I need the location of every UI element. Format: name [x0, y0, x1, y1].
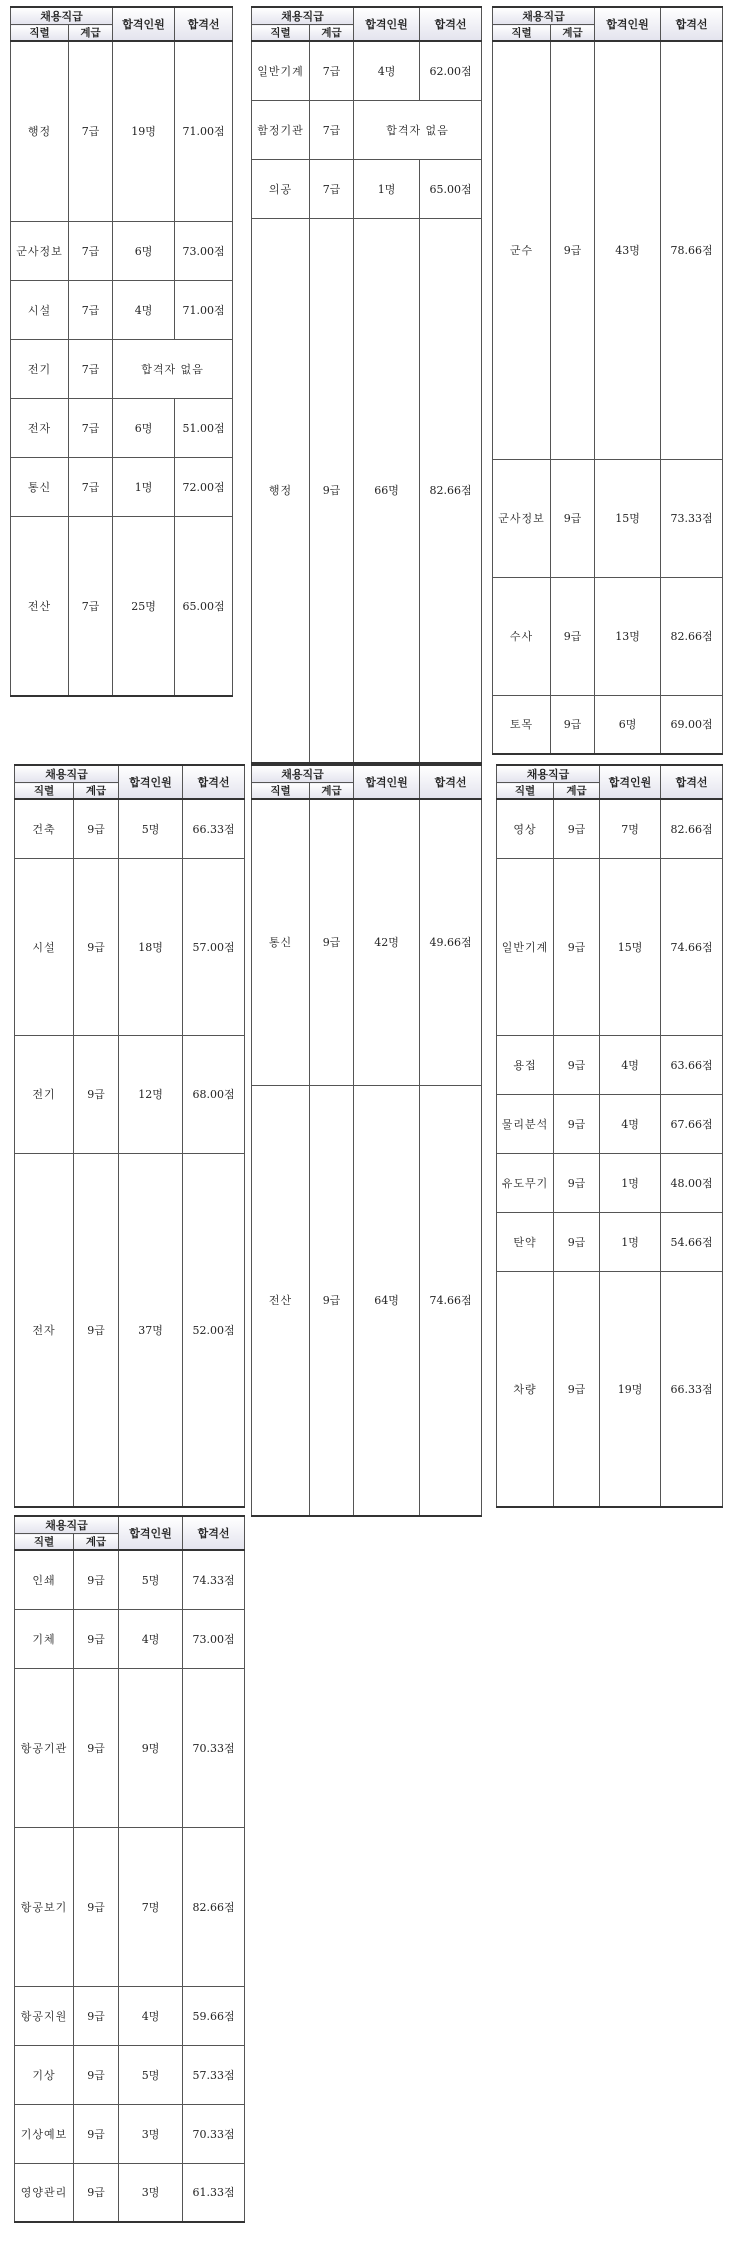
no-passers-cell: 합격자 없음	[354, 100, 482, 159]
cutoff-table	[251, 764, 482, 1517]
passers-cell: 1명	[113, 457, 175, 516]
passers-cell: 19명	[600, 1271, 661, 1507]
grade-cell: 9급	[551, 459, 595, 577]
cutoff-cell: 63.66점	[661, 1035, 723, 1094]
table-row	[11, 516, 233, 696]
grade-cell: 7급	[69, 41, 113, 221]
field-cell: 행정	[11, 41, 69, 221]
field-cell: 통신	[11, 457, 69, 516]
grade-cell: 9급	[554, 1094, 600, 1153]
field-cell: 탄약	[497, 1212, 554, 1271]
grade-cell: 9급	[310, 1085, 354, 1516]
table-row	[11, 221, 233, 280]
grade-cell: 9급	[551, 41, 595, 459]
passers-cell: 4명	[600, 1035, 661, 1094]
passers-cell: 66명	[354, 218, 420, 763]
passers-cell: 37명	[119, 1153, 183, 1507]
table-row	[15, 2163, 245, 2222]
table-row	[252, 100, 482, 159]
header-field: 직렬	[11, 25, 69, 42]
field-cell: 함정기관	[252, 100, 310, 159]
passers-cell: 19명	[113, 41, 175, 221]
table-row	[15, 858, 245, 1035]
table-row	[15, 1986, 245, 2045]
grade-cell: 7급	[69, 221, 113, 280]
header-row	[15, 1516, 245, 1534]
cutoff-cell: 72.00점	[175, 457, 233, 516]
field-cell: 군수	[493, 41, 551, 459]
header-group: 채용직급	[252, 765, 354, 783]
cutoff-cell: 74.66점	[661, 858, 723, 1035]
passers-cell: 64명	[354, 1085, 420, 1516]
table-row	[497, 858, 723, 1035]
cutoff-cell: 66.33점	[183, 799, 245, 858]
field-cell: 전자	[11, 398, 69, 457]
cutoff-table	[251, 6, 482, 764]
field-cell: 시설	[15, 858, 74, 1035]
field-cell: 항공지원	[15, 1986, 74, 2045]
grade-cell: 9급	[551, 577, 595, 695]
header-row	[252, 765, 482, 783]
passers-cell: 25명	[113, 516, 175, 696]
field-cell: 차량	[497, 1271, 554, 1507]
cutoff-cell: 73.00점	[175, 221, 233, 280]
header-passers: 합격인원	[354, 765, 420, 799]
passers-cell: 42명	[354, 799, 420, 1085]
field-cell: 전자	[15, 1153, 74, 1507]
header-grade: 계급	[74, 1534, 119, 1551]
table-row	[11, 457, 233, 516]
header-group: 채용직급	[15, 765, 119, 783]
header-passers: 합격인원	[119, 1516, 183, 1550]
grade-cell: 9급	[554, 1153, 600, 1212]
field-cell: 전기	[11, 339, 69, 398]
field-cell: 군사정보	[493, 459, 551, 577]
header-cutoff: 합격선	[661, 7, 723, 41]
grade-cell: 9급	[74, 1986, 119, 2045]
table-row	[15, 1035, 245, 1153]
cutoff-cell: 70.33점	[183, 2104, 245, 2163]
header-row	[497, 765, 723, 783]
table-row	[15, 2104, 245, 2163]
table-row	[11, 41, 233, 221]
cutoff-cell: 73.00점	[183, 1609, 245, 1668]
passers-cell: 3명	[119, 2163, 183, 2222]
field-cell: 일반기계	[497, 858, 554, 1035]
header-group: 채용직급	[11, 7, 113, 25]
cutoff-cell: 59.66점	[183, 1986, 245, 2045]
header-grade: 계급	[310, 25, 354, 42]
table-row	[497, 1153, 723, 1212]
cutoff-cell: 52.00점	[183, 1153, 245, 1507]
grade-cell: 9급	[554, 858, 600, 1035]
grade-cell: 7급	[310, 41, 354, 100]
field-cell: 시설	[11, 280, 69, 339]
header-field: 직렬	[15, 783, 74, 800]
grade-cell: 9급	[74, 858, 119, 1035]
cutoff-cell: 74.66점	[420, 1085, 482, 1516]
passers-cell: 43명	[595, 41, 661, 459]
header-grade: 계급	[310, 783, 354, 800]
field-cell: 물리분석	[497, 1094, 554, 1153]
table-row	[252, 799, 482, 1085]
table-row	[252, 1085, 482, 1516]
header-field: 직렬	[497, 783, 554, 800]
header-field: 직렬	[15, 1534, 74, 1551]
header-passers: 합격인원	[354, 7, 420, 41]
field-cell: 일반기계	[252, 41, 310, 100]
field-cell: 통신	[252, 799, 310, 1085]
table-row	[15, 1153, 245, 1507]
passers-cell: 7명	[600, 799, 661, 858]
header-passers: 합격인원	[595, 7, 661, 41]
cutoff-cell: 71.00점	[175, 41, 233, 221]
grade-cell: 9급	[554, 799, 600, 858]
grade-cell: 9급	[554, 1035, 600, 1094]
cutoff-table	[496, 764, 723, 1508]
table-row	[493, 41, 723, 459]
cutoff-cell: 54.66점	[661, 1212, 723, 1271]
header-passers: 합격인원	[119, 765, 183, 799]
header-group: 채용직급	[252, 7, 354, 25]
header-passers: 합격인원	[600, 765, 661, 799]
cutoff-cell: 82.66점	[183, 1827, 245, 1986]
passers-cell: 5명	[119, 1550, 183, 1609]
field-cell: 건축	[15, 799, 74, 858]
passers-cell: 5명	[119, 799, 183, 858]
passers-cell: 9명	[119, 1668, 183, 1827]
table-row	[11, 339, 233, 398]
table-row	[497, 1212, 723, 1271]
cutoff-cell: 71.00점	[175, 280, 233, 339]
grade-cell: 7급	[310, 100, 354, 159]
header-row	[493, 7, 723, 25]
header-cutoff: 합격선	[183, 1516, 245, 1550]
header-grade: 계급	[69, 25, 113, 42]
passers-cell: 4명	[119, 1609, 183, 1668]
grade-cell: 9급	[74, 2045, 119, 2104]
table-row	[497, 1094, 723, 1153]
passers-cell: 4명	[600, 1094, 661, 1153]
grade-cell: 7급	[310, 159, 354, 218]
cutoff-cell: 82.66점	[420, 218, 482, 763]
table-row	[252, 159, 482, 218]
header-field: 직렬	[493, 25, 551, 42]
cutoff-cell: 65.00점	[175, 516, 233, 696]
grade-cell: 7급	[69, 398, 113, 457]
passers-cell: 1명	[354, 159, 420, 218]
passers-cell: 15명	[595, 459, 661, 577]
grade-cell: 9급	[310, 218, 354, 763]
header-cutoff: 합격선	[183, 765, 245, 799]
header-row	[11, 7, 233, 25]
table-row	[497, 799, 723, 858]
passers-cell: 12명	[119, 1035, 183, 1153]
header-group: 채용직급	[493, 7, 595, 25]
grade-cell: 9급	[74, 1609, 119, 1668]
grade-cell: 9급	[74, 2163, 119, 2222]
cutoff-cell: 57.00점	[183, 858, 245, 1035]
header-group: 채용직급	[497, 765, 600, 783]
cutoff-cell: 82.66점	[661, 799, 723, 858]
grade-cell: 9급	[74, 1827, 119, 1986]
grade-cell: 9급	[554, 1271, 600, 1507]
grade-cell: 7급	[69, 280, 113, 339]
cutoff-cell: 68.00점	[183, 1035, 245, 1153]
header-cutoff: 합격선	[420, 765, 482, 799]
cutoff-cell: 74.33점	[183, 1550, 245, 1609]
grade-cell: 9급	[74, 799, 119, 858]
cutoff-cell: 69.00점	[661, 695, 723, 754]
field-cell: 전기	[15, 1035, 74, 1153]
table-row	[252, 218, 482, 763]
grade-cell: 9급	[554, 1212, 600, 1271]
field-cell: 영양관리	[15, 2163, 74, 2222]
header-field: 직렬	[252, 25, 310, 42]
field-cell: 용접	[497, 1035, 554, 1094]
header-group: 채용직급	[15, 1516, 119, 1534]
passers-cell: 3명	[119, 2104, 183, 2163]
field-cell: 행정	[252, 218, 310, 763]
grade-cell: 7급	[69, 457, 113, 516]
cutoff-cell: 49.66점	[420, 799, 482, 1085]
field-cell: 항공기관	[15, 1668, 74, 1827]
passers-cell: 18명	[119, 858, 183, 1035]
table-row	[11, 280, 233, 339]
grade-cell: 9급	[74, 1668, 119, 1827]
passers-cell: 13명	[595, 577, 661, 695]
header-row	[15, 765, 245, 783]
passers-cell: 6명	[113, 221, 175, 280]
table-row	[493, 577, 723, 695]
header-cutoff: 합격선	[661, 765, 723, 799]
field-cell: 기상	[15, 2045, 74, 2104]
grade-cell: 9급	[74, 1153, 119, 1507]
header-row	[252, 7, 482, 25]
header-passers: 합격인원	[113, 7, 175, 41]
passers-cell: 7명	[119, 1827, 183, 1986]
field-cell: 전산	[252, 1085, 310, 1516]
cutoff-cell: 62.00점	[420, 41, 482, 100]
passers-cell: 4명	[113, 280, 175, 339]
header-cutoff: 합격선	[175, 7, 233, 41]
grade-cell: 9급	[74, 2104, 119, 2163]
grade-cell: 9급	[74, 1035, 119, 1153]
header-field: 직렬	[252, 783, 310, 800]
field-cell: 전산	[11, 516, 69, 696]
header-cutoff: 합격선	[420, 7, 482, 41]
table-row	[15, 2045, 245, 2104]
cutoff-cell: 65.00점	[420, 159, 482, 218]
cutoff-cell: 73.33점	[661, 459, 723, 577]
cutoff-cell: 48.00점	[661, 1153, 723, 1212]
grade-cell: 7급	[69, 339, 113, 398]
field-cell: 항공보기	[15, 1827, 74, 1986]
table-row	[493, 459, 723, 577]
field-cell: 기체	[15, 1609, 74, 1668]
header-grade: 계급	[551, 25, 595, 42]
table-row	[15, 1609, 245, 1668]
passers-cell: 6명	[595, 695, 661, 754]
cutoff-table	[492, 6, 723, 755]
table-row	[15, 1668, 245, 1827]
table-row	[11, 398, 233, 457]
cutoff-cell: 70.33점	[183, 1668, 245, 1827]
passers-cell: 5명	[119, 2045, 183, 2104]
cutoff-cell: 51.00점	[175, 398, 233, 457]
field-cell: 영상	[497, 799, 554, 858]
passers-cell: 1명	[600, 1212, 661, 1271]
passers-cell: 4명	[119, 1986, 183, 2045]
field-cell: 유도무기	[497, 1153, 554, 1212]
field-cell: 인쇄	[15, 1550, 74, 1609]
table-row	[15, 1550, 245, 1609]
passers-cell: 6명	[113, 398, 175, 457]
cutoff-cell: 67.66점	[661, 1094, 723, 1153]
cutoff-cell: 66.33점	[661, 1271, 723, 1507]
table-row	[15, 799, 245, 858]
passers-cell: 4명	[354, 41, 420, 100]
table-row	[252, 41, 482, 100]
field-cell: 기상예보	[15, 2104, 74, 2163]
table-row	[497, 1035, 723, 1094]
field-cell: 의공	[252, 159, 310, 218]
table-row	[15, 1827, 245, 1986]
cutoff-table	[14, 764, 245, 1508]
header-grade: 계급	[74, 783, 119, 800]
table-row	[497, 1271, 723, 1507]
cutoff-table	[14, 1515, 245, 2223]
cutoff-cell: 82.66점	[661, 577, 723, 695]
field-cell: 토목	[493, 695, 551, 754]
field-cell: 군사정보	[11, 221, 69, 280]
passers-cell: 15명	[600, 858, 661, 1035]
no-passers-cell: 합격자 없음	[113, 339, 233, 398]
grade-cell: 7급	[69, 516, 113, 696]
cutoff-cell: 57.33점	[183, 2045, 245, 2104]
field-cell: 수사	[493, 577, 551, 695]
grade-cell: 9급	[551, 695, 595, 754]
passers-cell: 1명	[600, 1153, 661, 1212]
header-grade: 계급	[554, 783, 600, 800]
table-row	[493, 695, 723, 754]
cutoff-table	[10, 6, 233, 697]
cutoff-cell: 61.33점	[183, 2163, 245, 2222]
cutoff-cell: 78.66점	[661, 41, 723, 459]
grade-cell: 9급	[310, 799, 354, 1085]
grade-cell: 9급	[74, 1550, 119, 1609]
